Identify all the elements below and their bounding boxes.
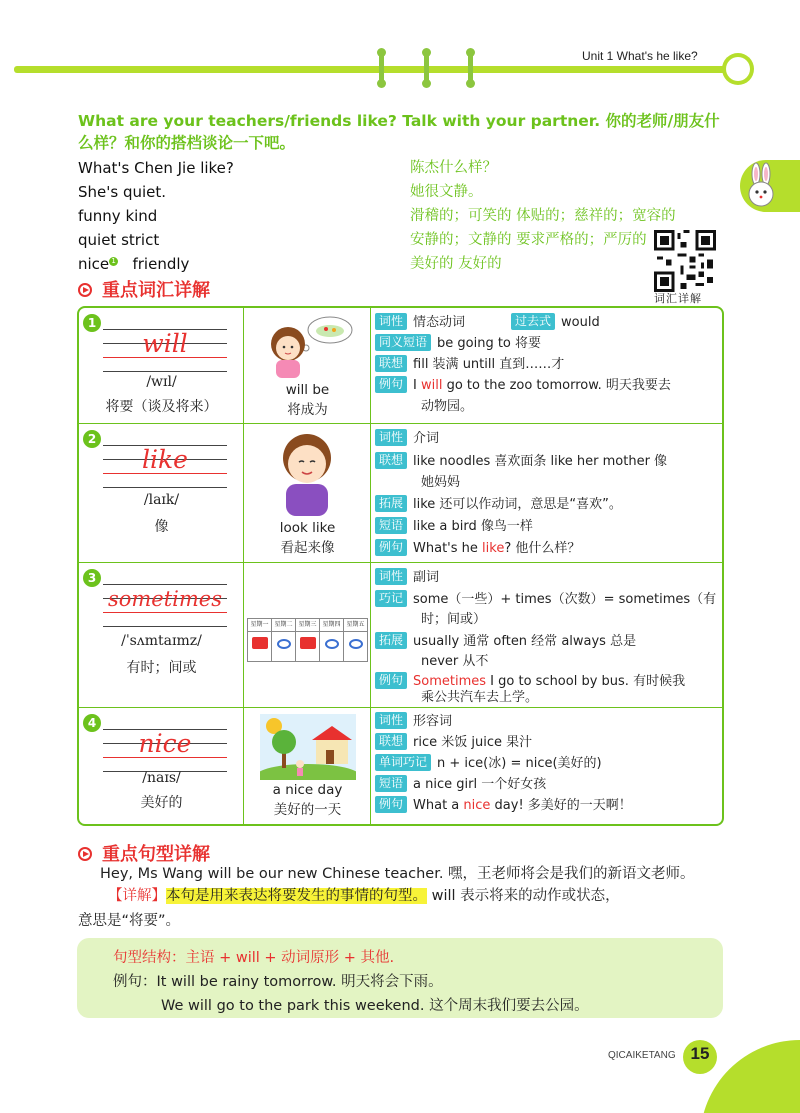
binder-clip-icon bbox=[422, 48, 431, 88]
dialogue-line: nice 1 friendly bbox=[78, 255, 190, 273]
example-sentence: We will go to the park this weekend. 这个周末我们要去公园。 bbox=[161, 998, 589, 1014]
picture-caption-en: will be bbox=[285, 382, 330, 398]
info-cell bbox=[371, 308, 722, 423]
example-line: 例句 I will go to the zoo tomorrow. 明天我要去 bbox=[375, 375, 671, 396]
translation-line: 陈杰什么样？ bbox=[410, 160, 497, 176]
info-line: 词性 形容词 bbox=[375, 711, 452, 732]
schedule-day: 星期五 bbox=[344, 619, 367, 661]
brand-label: QICAIKETANG bbox=[608, 1050, 676, 1061]
key-sentence: Hey, Ms Wang will be our new Chinese teacher. 嘿，王老师将会是我们的新语文老师。 bbox=[100, 866, 695, 882]
header-rule bbox=[14, 66, 734, 73]
word-cell bbox=[79, 708, 244, 824]
info-line: 短语 a nice girl 一个好女孩 bbox=[375, 774, 546, 795]
structure-box bbox=[77, 938, 723, 1018]
info-line: 短语 like a bird 像鸟一样 bbox=[375, 516, 533, 537]
example-line: 例句 What a nice day! 多美好的一天啊！ bbox=[375, 795, 632, 816]
boy-illustration bbox=[274, 432, 340, 516]
unit-label: Unit 1 What's he like? bbox=[582, 49, 698, 63]
picture-caption-zh: 将成为 bbox=[287, 402, 328, 418]
translation-line: 她很文静。 bbox=[410, 184, 483, 200]
picture-cell bbox=[244, 563, 371, 707]
nice-day-illustration bbox=[260, 714, 356, 780]
structure-formula: 句型结构：主语 + will + 动词原形 + 其他. bbox=[113, 950, 395, 966]
play-circle-icon bbox=[78, 847, 92, 861]
picture-caption-en: look like bbox=[279, 520, 336, 536]
picture-caption-en: a nice day bbox=[272, 782, 343, 798]
picture-cell bbox=[244, 424, 371, 562]
info-line: 单词巧记 n + ice(冰) = nice(美好的) bbox=[375, 753, 602, 774]
dialogue-line: funny kind bbox=[78, 207, 158, 225]
vocab-word: like bbox=[142, 445, 188, 474]
info-cell bbox=[371, 424, 722, 562]
dialogue-line: What's Chen Jie like? bbox=[78, 159, 234, 177]
weekly-schedule-illustration bbox=[247, 618, 368, 662]
qr-code[interactable] bbox=[654, 230, 716, 292]
info-line: 联想 fill 装满 untill 直到……才 bbox=[375, 354, 564, 375]
row-number: 2 bbox=[83, 430, 101, 448]
intro-instruction: What are your teachers/friends like? Talk with your partner. 你的老师/朋友什么样？和你的搭档谈论一下吧。 bbox=[78, 112, 720, 152]
info-line: 拓展 usually 通常 often 经常 always 总是 bbox=[375, 631, 636, 652]
bunny-icon bbox=[744, 162, 778, 208]
vocab-word: sometimes bbox=[107, 587, 223, 611]
translation-line: 美好的 友好的 bbox=[410, 256, 502, 272]
schedule-day: 星期四 bbox=[320, 619, 344, 661]
schedule-day: 星期一 bbox=[248, 619, 272, 661]
vocab-row bbox=[79, 424, 722, 563]
phonetic: /ˈsʌmtaɪmz/ bbox=[121, 633, 202, 649]
phonetic: /naɪs/ bbox=[142, 770, 181, 786]
dialogue-chinese bbox=[410, 156, 676, 276]
info-cell bbox=[371, 563, 722, 707]
word-meaning: 美好的 bbox=[140, 795, 183, 811]
phonetic: /laɪk/ bbox=[143, 492, 180, 508]
row-number: 1 bbox=[83, 314, 101, 332]
play-circle-icon bbox=[78, 283, 92, 297]
vocab-row bbox=[79, 308, 722, 424]
info-line: 词性 情态动词 过去式 would bbox=[375, 312, 600, 333]
info-line: 词性 介词 bbox=[375, 428, 439, 449]
vocab-section-title: 重点词汇详解 bbox=[78, 276, 210, 302]
info-line: 拓展 like 还可以作动词，意思是“喜欢”。 bbox=[375, 494, 622, 515]
highlighted-explanation: 本句是用来表达将要发生的事情的句型。 bbox=[166, 888, 427, 904]
vocab-row bbox=[79, 708, 722, 824]
example-line: 例句 Sometimes I go to school by bus. 有时候我 bbox=[375, 671, 685, 692]
picture-caption-zh: 美好的一天 bbox=[273, 802, 342, 818]
info-line: 词性 副词 bbox=[375, 567, 439, 588]
schedule-day: 星期三 bbox=[296, 619, 320, 661]
word-meaning: 将要（谈及将来） bbox=[105, 399, 218, 415]
example-line-cont: 动物园。 bbox=[421, 399, 474, 414]
word-cell bbox=[79, 563, 244, 707]
info-line: 同义短语 be going to 将要 bbox=[375, 333, 541, 354]
explanation-tag: 【详解】 bbox=[108, 888, 166, 904]
word-meaning: 有时；间或 bbox=[126, 660, 197, 676]
phonetic: /wɪl/ bbox=[146, 374, 177, 390]
info-line-cont: 时；间或） bbox=[421, 612, 487, 627]
translation-line: 滑稽的；可笑的 体贴的；慈祥的；宽容的 bbox=[410, 208, 676, 224]
picture-cell bbox=[244, 708, 371, 824]
vocab-word: will bbox=[142, 329, 188, 358]
bunny-mascot-icon bbox=[722, 53, 754, 85]
schedule-day: 星期二 bbox=[272, 619, 296, 661]
info-cell bbox=[371, 708, 722, 824]
binder-clip-icon bbox=[377, 48, 386, 88]
info-line: 巧记 some（一些）+ times（次数）= sometimes（有 bbox=[375, 589, 716, 610]
info-line-cont: never 从不 bbox=[421, 654, 489, 669]
dialogue-line: quiet strict bbox=[78, 231, 160, 249]
sentence-section-title: 重点句型详解 bbox=[78, 840, 210, 866]
vocab-row bbox=[79, 563, 722, 708]
row-number: 4 bbox=[83, 714, 101, 732]
vocab-table bbox=[77, 306, 724, 826]
girl-dreaming-illustration bbox=[266, 314, 356, 378]
binder-clip-icon bbox=[466, 48, 475, 88]
vocab-word: nice bbox=[138, 729, 192, 758]
word-meaning: 像 bbox=[154, 519, 169, 535]
qr-label: 词汇详解 bbox=[654, 292, 702, 305]
example-line-cont: 乘公共汽车去上学。 bbox=[421, 690, 539, 705]
info-line: 联想 like noodles 喜欢面条 like her mother 像 bbox=[375, 451, 667, 472]
footnote-marker: 1 bbox=[109, 257, 118, 266]
info-line: 联想 rice 米饭 juice 果汁 bbox=[375, 732, 532, 753]
dialogue-english bbox=[78, 156, 234, 276]
sentence-explanation: 【详解】本句是用来表达将要发生的事情的句型。 will 表示将来的动作或状态， 意思是“将要”。 bbox=[78, 888, 620, 929]
word-cell bbox=[79, 308, 244, 423]
row-number: 3 bbox=[83, 569, 101, 587]
info-line-cont: 她妈妈 bbox=[421, 475, 461, 490]
picture-caption-zh: 看起来像 bbox=[280, 540, 335, 556]
dialogue-line: She's quiet. bbox=[78, 183, 167, 201]
translation-line: 安静的；文静的 要求严格的；严厉的 bbox=[410, 232, 647, 248]
example-line: 例句 What's he like? 他什么样？ bbox=[375, 538, 580, 559]
page-number: 15 bbox=[690, 1044, 710, 1063]
picture-cell bbox=[244, 308, 371, 423]
example-sentence: 例句：It will be rainy tomorrow. 明天将会下雨。 bbox=[113, 974, 443, 990]
word-cell bbox=[79, 424, 244, 562]
